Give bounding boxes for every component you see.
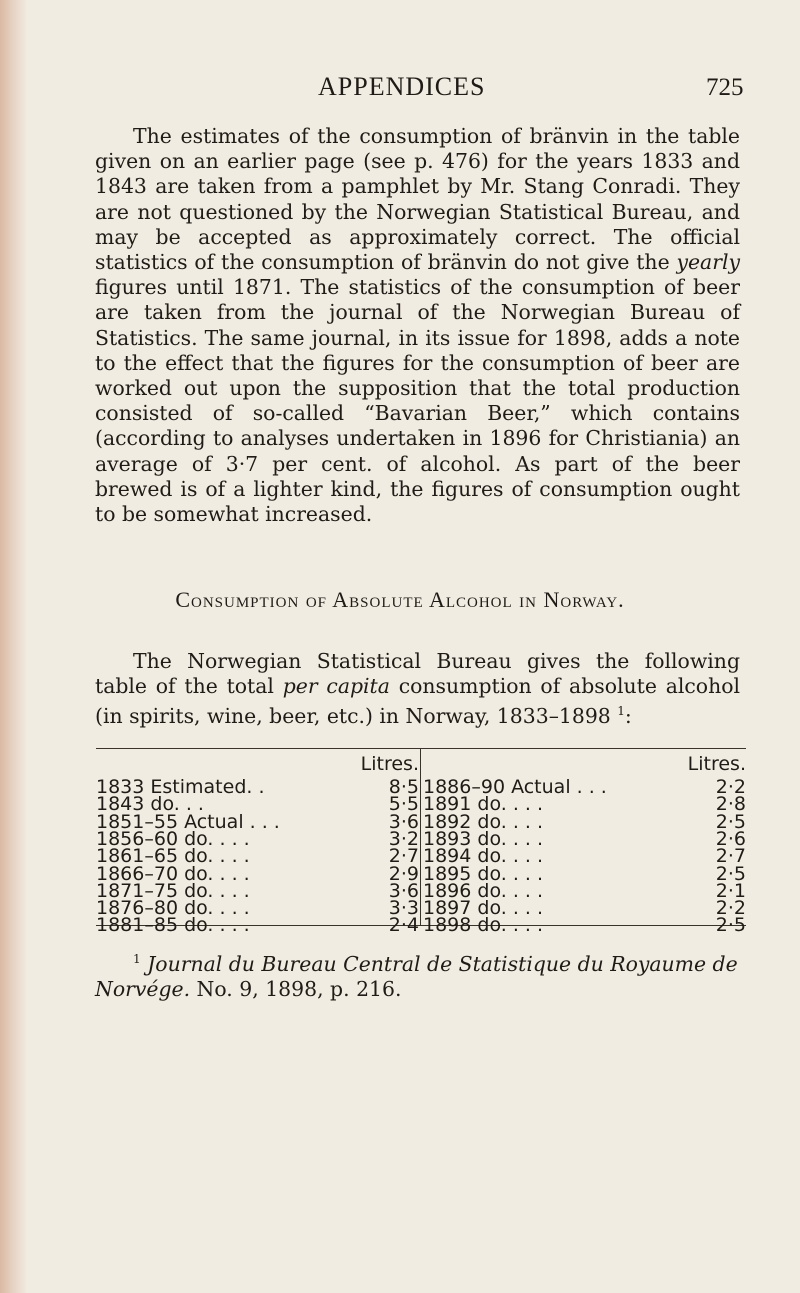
row-value: 3·2 <box>388 827 419 850</box>
row-label: 1896 do. . . . <box>423 879 544 902</box>
row-label: 1894 do. . . . <box>423 845 544 868</box>
row-value: 2·6 <box>715 827 746 850</box>
row-label: 1893 do. . . . <box>423 827 544 850</box>
row-value: 2·7 <box>715 845 746 868</box>
paragraph-text: The estimates of the consumption of bränvin in the table given on an earlier page (see p. 476) for the years 1833 and 1843 are taken from a pamphlet by Mr. Stang Conradi. They are not questioned by the Norwegian Statistical Bureau, and may be accepted as approximately correct. The official statistics of the consumption of bränvin do not give the <box>95 124 740 275</box>
paragraph-text: : <box>624 704 632 729</box>
row-value: 3·3 <box>388 897 419 920</box>
row-value: 2·4 <box>388 914 419 937</box>
row-value: 2·5 <box>715 914 746 937</box>
paragraph-text: The Norwegian Statistical Bureau gives the following table of the total <box>95 649 740 699</box>
row-value: 3·6 <box>388 879 419 902</box>
footnote-mark: 1 <box>133 952 141 966</box>
paragraph-emphasis: yearly <box>676 250 741 275</box>
row-label: 1895 do. . . . <box>423 862 544 885</box>
row-value: 5·5 <box>388 793 419 816</box>
row-label: 1833 Estimated. . <box>96 776 265 798</box>
table-row <box>423 914 746 936</box>
row-label: 1866–70 do. . . . <box>96 862 250 885</box>
row-value: 2·8 <box>715 793 746 816</box>
paragraph-branvin-beer <box>95 124 740 527</box>
table-left-half <box>96 749 419 937</box>
row-label: 1886–90 Actual . . . <box>423 776 607 798</box>
row-value: 2·1 <box>715 879 746 902</box>
table-right-half <box>423 749 746 937</box>
row-value: 2·5 <box>715 862 746 885</box>
units-header: Litres. <box>687 753 746 775</box>
section-heading: Consumption of Absolute Alcohol in Norway. <box>175 587 625 612</box>
row-label: 1843 do. . . <box>96 793 204 816</box>
row-value: 2·9 <box>388 862 419 885</box>
row-label: 1851–55 Actual . . . <box>96 810 280 833</box>
row-label: 1881–85 do. . . . <box>96 914 250 937</box>
row-value: 2·5 <box>715 810 746 833</box>
row-value: 2·7 <box>388 845 419 868</box>
page-edge-shadow <box>0 0 28 1293</box>
page-number: 725 <box>706 74 744 101</box>
row-label: 1876–80 do. . . . <box>96 897 250 920</box>
paragraph-text: figures until 1871. The statistics of the consumption of beer are taken from the journal of the Norwegian Bureau of Statistics. The same journal, in its issue for 1898, adds a note to the effect that the figures for the consumption of beer are worked out upon the supposition that the total production consisted of so-called “Bavarian Beer,” which contains (according to analyses undertaken in 1896 for Christiania) an average of 3·7 per cent. of alcohol. As part of the beer brewed is of a lighter kind, the figures of consumption ought to be somewhat increased. <box>95 275 740 527</box>
row-label: 1871–75 do. . . . <box>96 879 250 902</box>
paragraph-text: consumption of absolute alcohol (in spirits, wine, beer, etc.) in Norway, 1833–1898 <box>95 674 741 729</box>
alcohol-consumption-table <box>96 748 746 937</box>
row-label: 1897 do. . . . <box>423 897 544 920</box>
units-header: Litres. <box>360 753 419 775</box>
row-label: 1891 do. . . . <box>423 793 544 816</box>
row-value: 8·5 <box>388 776 419 798</box>
row-value: 2·2 <box>715 776 746 798</box>
footnote <box>95 947 740 1002</box>
row-label: 1861–65 do. . . . <box>96 845 250 868</box>
table-row <box>96 914 419 936</box>
table-column-divider <box>420 749 421 925</box>
paragraph-table-intro <box>95 649 740 729</box>
row-label: 1898 do. . . . <box>423 914 544 937</box>
footnote-reference: 1 <box>617 704 625 719</box>
paragraph-emphasis: per capita <box>282 674 390 699</box>
footnote-citation: No. 9, 1898, p. 216. <box>196 977 402 1001</box>
row-value: 2·2 <box>715 897 746 920</box>
running-head <box>0 72 800 112</box>
footnote-title: Journal du Bureau Central de Statistique du Royaume de Norvége. <box>95 951 738 1001</box>
row-label: 1856–60 do. . . . <box>96 827 250 850</box>
row-label: 1892 do. . . . <box>423 810 544 833</box>
row-value: 3·6 <box>388 810 419 833</box>
running-title: APPENDICES <box>318 72 486 101</box>
